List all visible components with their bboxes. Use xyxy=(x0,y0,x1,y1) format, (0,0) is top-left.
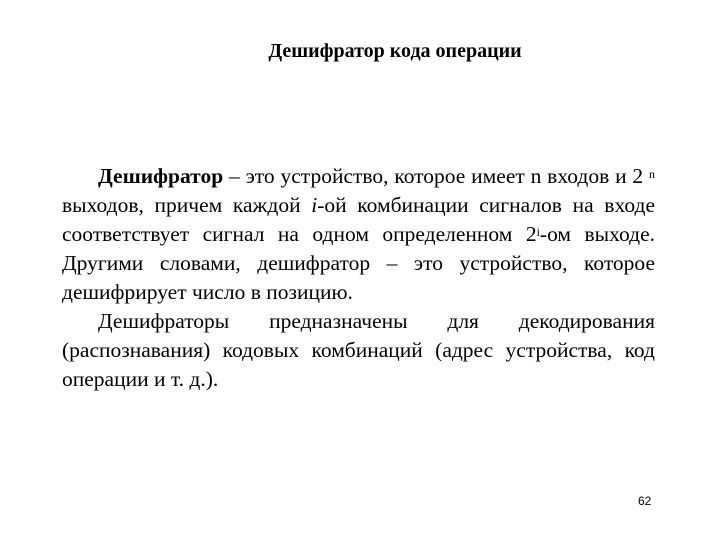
superscript-i: i xyxy=(536,225,540,239)
definition-term: Дешифратор xyxy=(98,164,224,188)
superscript-n: n xyxy=(649,167,655,181)
definition-text-2: выходов, причем каждой xyxy=(62,193,312,217)
definition-text-1: – это устройство, которое имеет n входов и 2 xyxy=(223,164,649,188)
definition-text-3: -ой комбинации сигналов на входе соответствует сигнал на одном определенном 2 xyxy=(62,193,655,246)
definition-paragraph xyxy=(62,162,655,307)
definition-text-4: -ом выходе. Другими словами, дешифратор – это устройство, которое дешифрирует число в позицию. xyxy=(62,222,656,304)
page-number: 62 xyxy=(638,494,652,508)
body-text xyxy=(62,162,655,394)
italic-i: i xyxy=(311,193,318,217)
purpose-paragraph: Дешифраторы предназначены для декодирования (распознавания) кодовых комбинаций (адрес устройства, код операции и т. д.). xyxy=(62,309,655,391)
page-title: Дешифратор кода операции xyxy=(268,40,522,62)
